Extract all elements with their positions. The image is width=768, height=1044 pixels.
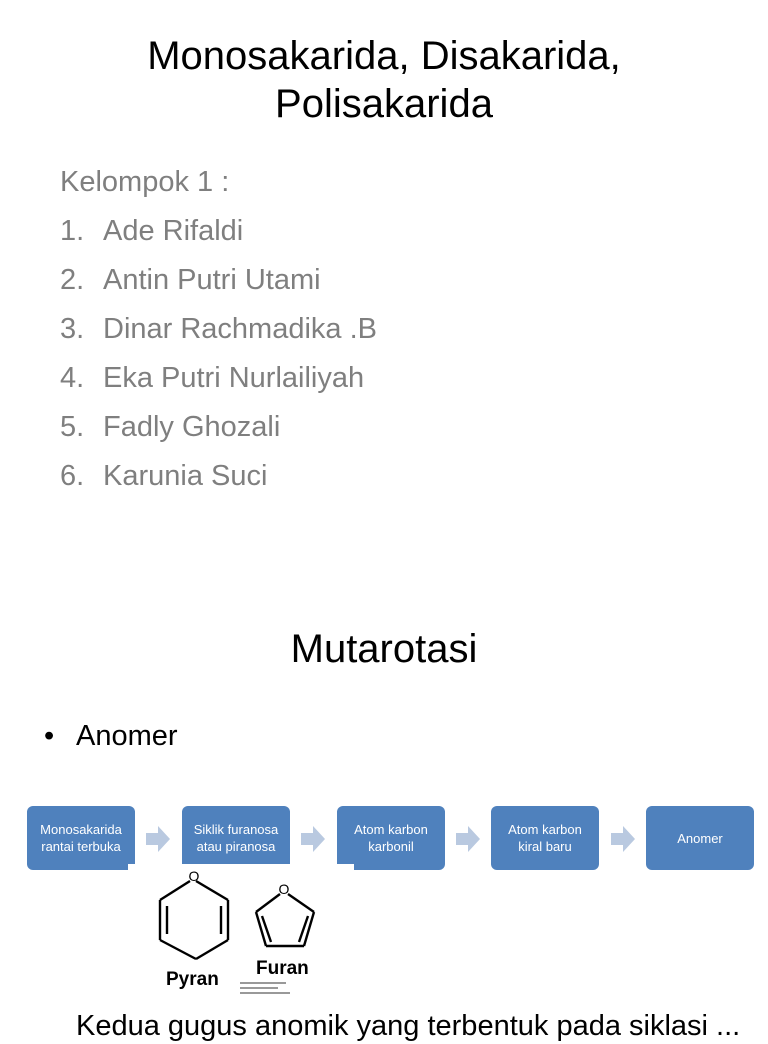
member-list	[60, 158, 660, 501]
flow-step-line: karbonil	[368, 839, 414, 854]
list-number: 2.	[60, 264, 85, 296]
member-name: Ade Rifaldi	[103, 215, 244, 247]
slide-1-title	[0, 32, 768, 128]
slide-2-title: Mutarotasi	[290, 627, 478, 671]
flow-step-line: rantai terbuka	[41, 839, 121, 854]
list-number: 4.	[60, 362, 85, 394]
bottom-text-cutoff: Kedua gugus anomik yang terbentuk pada siklasi ...	[76, 1010, 741, 1042]
flow-step-3	[337, 806, 445, 870]
list-number: 3.	[60, 313, 85, 345]
process-flow	[0, 806, 768, 870]
title-line-2: Polisakarida	[275, 82, 493, 126]
group-label: Kelompok 1 :	[60, 166, 230, 198]
right-arrow-icon	[301, 826, 325, 852]
right-arrow-icon	[456, 826, 480, 852]
flow-step-line: kiral baru	[518, 839, 572, 854]
member-name: Eka Putri Nurlailiyah	[103, 362, 365, 394]
flow-step-line: Siklik furanosa	[193, 822, 279, 837]
right-arrow-icon	[611, 826, 635, 852]
member-name: Karunia Suci	[103, 460, 268, 492]
furan-label: Furan	[256, 958, 309, 979]
flow-step-1	[27, 806, 135, 870]
list-item	[60, 354, 660, 403]
list-item	[60, 207, 660, 256]
list-number: 6.	[60, 460, 85, 492]
flow-step-2	[182, 806, 290, 870]
flow-step-line: atau piranosa	[196, 839, 276, 854]
flow-step-line: Monosakarida	[40, 822, 122, 837]
oxygen-label: O	[278, 881, 290, 897]
flow-step-line: Atom karbon	[354, 822, 428, 837]
member-name: Dinar Rachmadika .B	[103, 313, 377, 345]
pyran-label: Pyran	[166, 969, 219, 990]
flow-step-line: Anomer	[677, 830, 723, 846]
right-arrow-icon	[146, 826, 170, 852]
flow-step-4	[491, 806, 599, 870]
bullet-text: Anomer	[76, 720, 178, 752]
list-item	[60, 305, 660, 354]
list-number: 5.	[60, 411, 85, 443]
flow-step-5	[646, 806, 754, 870]
list-number: 1.	[60, 215, 85, 247]
flow-step-line: Atom karbon	[508, 822, 582, 837]
pyran-furan-structure-image	[128, 864, 354, 1004]
bullet-item	[44, 718, 178, 754]
slide-2	[0, 512, 768, 1042]
member-name: Fadly Ghozali	[103, 411, 281, 443]
list-item	[60, 403, 660, 452]
member-name: Antin Putri Utami	[103, 264, 321, 296]
list-item	[60, 452, 660, 501]
title-line-1: Monosakarida, Disakarida,	[147, 34, 621, 78]
list-item	[60, 256, 660, 305]
oxygen-label: O	[188, 868, 200, 884]
bullet-dot-icon: •	[44, 720, 55, 752]
slide-1	[0, 0, 768, 512]
